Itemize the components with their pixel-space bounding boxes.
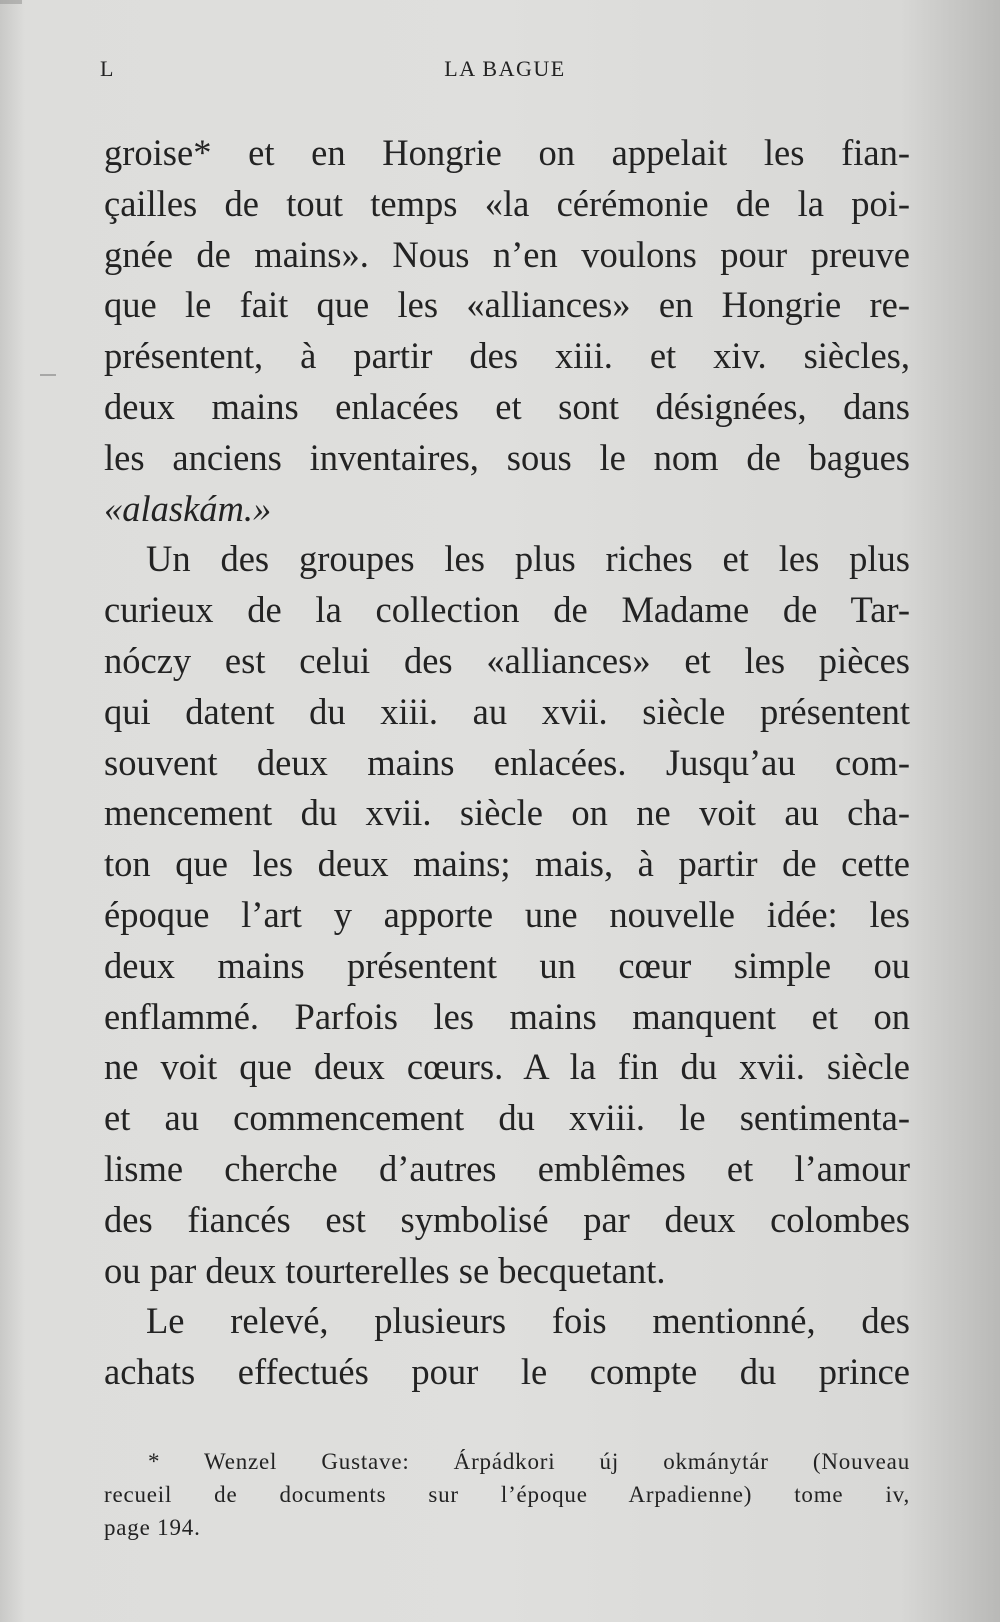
text-line: groise* et en Hongrie on appelait les fian- (104, 132, 910, 173)
body-text (104, 128, 910, 1398)
text-line: enflammé. Parfois les mains manquent et on (104, 995, 910, 1037)
text-line: Un des groupes les plus riches et les plus (146, 538, 910, 580)
text-line: çailles de tout temps «la cérémonie de la poi- (104, 182, 910, 224)
text-line: ne voit que deux cœurs. A la fin du xvii. siècle (104, 1046, 910, 1088)
text-line: curieux de la collection de Madame de Tar- (104, 589, 910, 631)
text-line: et au commencement du xviii. le sentimenta- (104, 1097, 910, 1139)
footnote-line: page 194. (104, 1515, 201, 1540)
text-line: époque l’art y apporte une nouvelle idée: les (104, 893, 910, 935)
margin-dash (40, 374, 56, 376)
text-line: deux mains présentent un cœur simple ou (104, 944, 910, 986)
text-line: les anciens inventaires, sous le nom de bagues (104, 436, 910, 478)
text-line: ton que les deux mains; mais, à partir de cette (104, 843, 910, 885)
text-line: achats effectués pour le compte du prince (104, 1351, 910, 1393)
text-line: «alaskám.» (104, 487, 272, 529)
footnote-line: recueil de documents sur l’époque Arpadienne) tome iv, (104, 1482, 910, 1507)
text-line: nóczy est celui des «alliances» et les pièces (104, 639, 910, 681)
edge-smudge (0, 0, 22, 4)
text-line: qui datent du xiii. au xvii. siècle présentent (104, 690, 910, 732)
text-line: lisme cherche d’autres emblêmes et l’amour (104, 1147, 910, 1189)
text-line: Le relevé, plusieurs fois mentionné, des (146, 1300, 910, 1342)
text-line: gnée de mains». Nous n’en voulons pour preuve (104, 233, 910, 275)
text-line: mencement du xvii. siècle on ne voit au cha- (104, 792, 910, 834)
footnote-line: * Wenzel Gustave: Árpádkori új okmánytár (Nouveau (148, 1449, 910, 1474)
page-header (100, 52, 910, 88)
text-line: des fiancés est symbolisé par deux colombes (104, 1198, 910, 1240)
footnote (104, 1445, 910, 1544)
text-line: présentent, à partir des xiii. et xiv. siècles, (104, 335, 910, 377)
text-line: souvent deux mains enlacées. Jusqu’au com- (104, 741, 910, 783)
running-title: LA BAGUE (444, 56, 566, 81)
text-line: ou par deux tourterelles se becquetant. (104, 1249, 666, 1291)
text-line: que le fait que les «alliances» en Hongrie re- (104, 284, 910, 326)
page-number: L (100, 56, 115, 81)
text-line: deux mains enlacées et sont désignées, dans (104, 385, 910, 427)
